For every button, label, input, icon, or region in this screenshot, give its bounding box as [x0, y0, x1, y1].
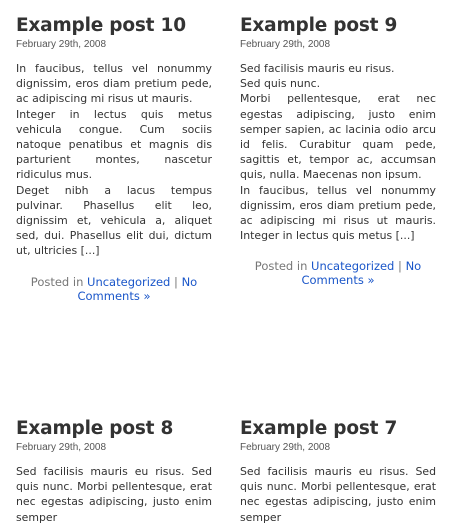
post-body	[16, 464, 212, 525]
post-paragraph: Deget nibh a lacus tempus pulvinar. Phasellus elit leo, dignissim et, vehicula a, aliquet sed, dui. Phasellus elit dui, dictum ut, ultricies [...]	[16, 183, 212, 258]
posted-in-label: Posted in	[30, 274, 84, 289]
post-example-10	[16, 15, 212, 303]
post-body	[240, 61, 436, 243]
post-example-7	[240, 418, 436, 525]
post-body	[240, 464, 436, 525]
post-paragraph: Sed facilisis mauris eu risus.	[240, 62, 395, 75]
comments-link[interactable]: No Comments »	[301, 259, 422, 288]
post-date: February 29th, 2008	[240, 442, 331, 453]
post-title[interactable]: Example post 7	[240, 418, 398, 439]
post-paragraph: Sed quis nunc.	[240, 77, 321, 91]
post-title[interactable]: Example post 10	[16, 15, 186, 36]
post-paragraph: Morbi pellentesque, erat nec egestas adipiscing, justo enim semper sapien, ac lacinia odio arcu id felis. Curabitur quam pede, sagittis et, tempor ac, accumsan quis, nulla. Maecenas non ipsum.	[240, 92, 436, 182]
meta-separator: |	[398, 259, 402, 274]
posted-in-label: Posted in	[254, 259, 308, 274]
post-paragraph: In faucibus, tellus vel nonummy dignissim, eros diam pretium pede, ac adipiscing mi risus ut mauris.	[16, 62, 212, 106]
meta-separator: |	[174, 274, 178, 289]
post-body	[16, 61, 212, 259]
post-paragraph: Sed facilisis mauris eu risus. Sed quis nunc. Morbi pellentesque, erat nec egestas adipiscing, justo enim semper	[240, 465, 436, 524]
post-date: February 29th, 2008	[240, 39, 331, 50]
post-meta	[16, 275, 212, 303]
post-date: February 29th, 2008	[16, 39, 107, 50]
post-paragraph: Sed facilisis mauris eu risus. Sed quis nunc. Morbi pellentesque, erat nec egestas adipiscing, justo enim semper	[16, 465, 212, 524]
post-date: February 29th, 2008	[16, 442, 107, 453]
post-paragraph: In faucibus, tellus vel nonummy dignissim, eros diam pretium pede, ac adipiscing mi risus ut mauris. Integer in lectus quis metus [...]	[240, 183, 436, 243]
post-example-8	[16, 418, 212, 525]
post-title[interactable]: Example post 8	[16, 418, 174, 439]
comments-link[interactable]: No Comments »	[77, 274, 198, 303]
category-link[interactable]: Uncategorized	[87, 274, 171, 289]
post-meta	[240, 259, 436, 287]
category-link[interactable]: Uncategorized	[311, 259, 395, 274]
post-example-9	[240, 15, 436, 287]
post-paragraph: Integer in lectus quis metus vehicula congue. Cum sociis natoque penatibus et magnis dis parturient montes, nascetur ridiculus mus.	[16, 107, 212, 182]
post-title[interactable]: Example post 9	[240, 15, 398, 36]
